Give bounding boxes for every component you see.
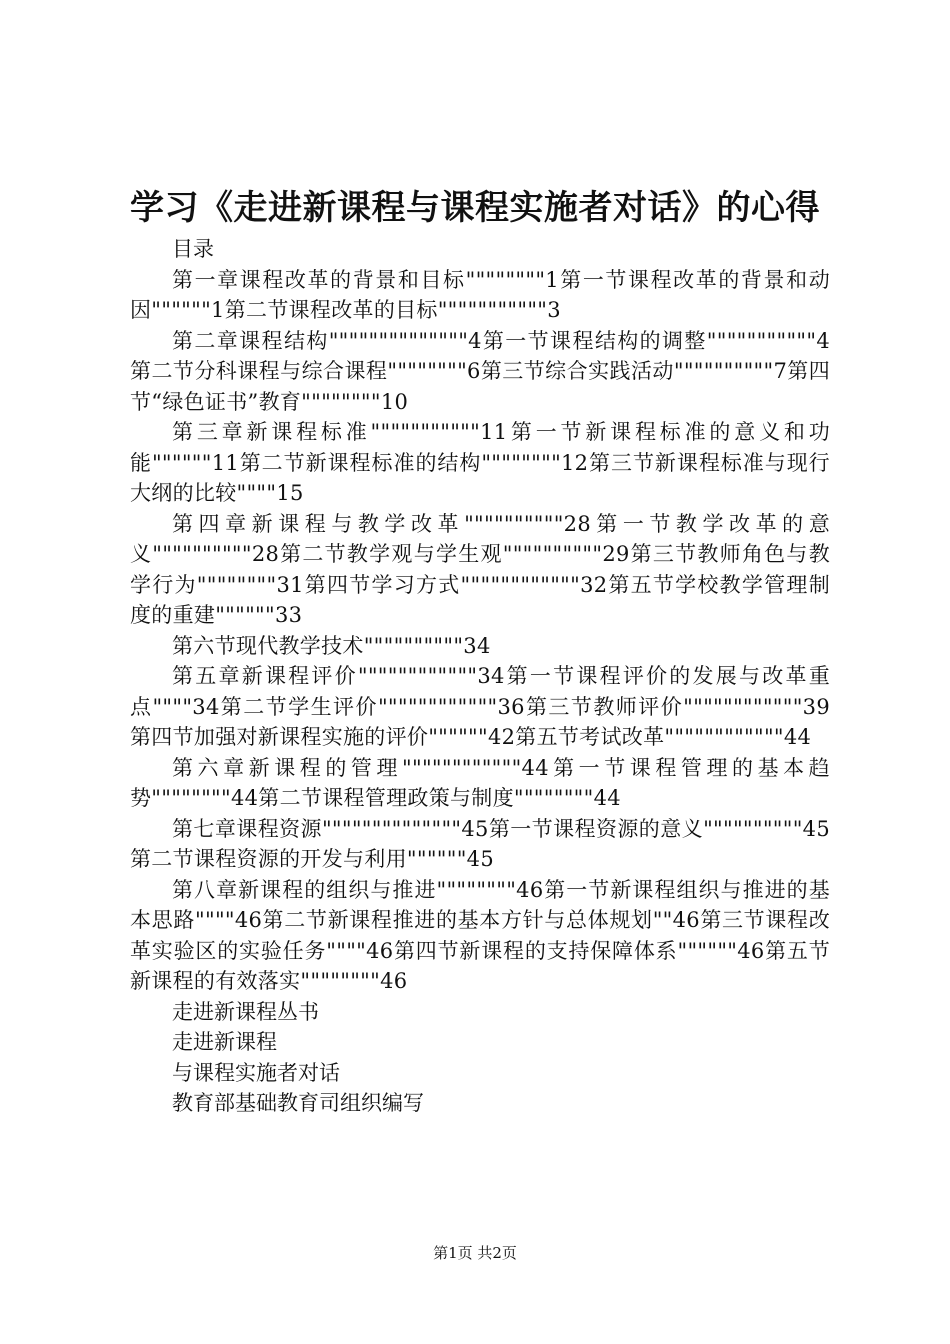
document-title: 学习《走进新课程与课程实施者对话》的心得: [130, 188, 820, 228]
toc-chapter-8: 第八章新课程的组织与推进""""""""46第一节新课程组织与推进的基本思路""""46第二节新课程推进的基本方针与总体规划""46第三节课程改革实验区的实验任务""""46第四节新课程的支持保障体系""""""46第五节新课程的有效落实""""""""46: [130, 877, 830, 993]
toc-chapter-7: 第七章课程资源""""""""""""""45第一节课程资源的意义""""""""""45第二节课程资源的开发与利用""""""45: [130, 816, 830, 871]
page-footer: 第1页 共2页: [433, 1244, 517, 1262]
toc-chapter-5: 第五章新课程评价""""""""""""34第一节课程评价的发展与改革重点""""34第二节学生评价""""""""""""36第三节教师评价""""""""""""39第四节加强对新课程实施的评价""""""42第五节考试改革""""""""""""44: [130, 664, 830, 749]
publisher-line: 教育部基础教育司组织编写: [172, 1091, 424, 1115]
toc-chapter-2: 第二章课程结构""""""""""""""4第一节课程结构的调整"""""""""""4第二节分科课程与综合课程""""""""6第三节综合实践活动""""""""""7第四节“绿色证书”教育""""""""10: [130, 328, 830, 414]
toc-chapter-3: 第三章新课程标准"""""""""""11第一节新课程标准的意义和功能""""""11第二节新课程标准的结构""""""""12第三节新课程标准与现行大纲的比较""""15: [130, 420, 830, 505]
toc-chapter-4-section-6: 第六节现代教学技术""""""""""34: [172, 633, 491, 658]
toc-chapter-1: 第一章课程改革的背景和目标""""""""1第一节课程改革的背景和动因""""""1第二节课程改革的目标"""""""""""3: [130, 267, 830, 322]
toc-heading: 目录: [172, 237, 214, 261]
toc-chapter-4: 第四章新课程与教学改革""""""""""28第一节教学改革的意义""""""""""28第二节教学观与学生观""""""""""29第三节教师角色与教学行为""""""""31第四节学习方式""""""""""""32第五节学校教学管理制度的重建""""""33: [130, 511, 830, 627]
book-title-line-2: 与课程实施者对话: [172, 1060, 340, 1085]
document-body: [130, 234, 830, 1119]
series-name: 走进新课程丛书: [172, 999, 319, 1024]
book-title-line-1: 走进新课程: [172, 1030, 277, 1054]
toc-chapter-6: 第六章新课程的管理""""""""""""44第一节课程管理的基本趋势""""""""44第二节课程管理政策与制度""""""""44: [130, 755, 830, 810]
